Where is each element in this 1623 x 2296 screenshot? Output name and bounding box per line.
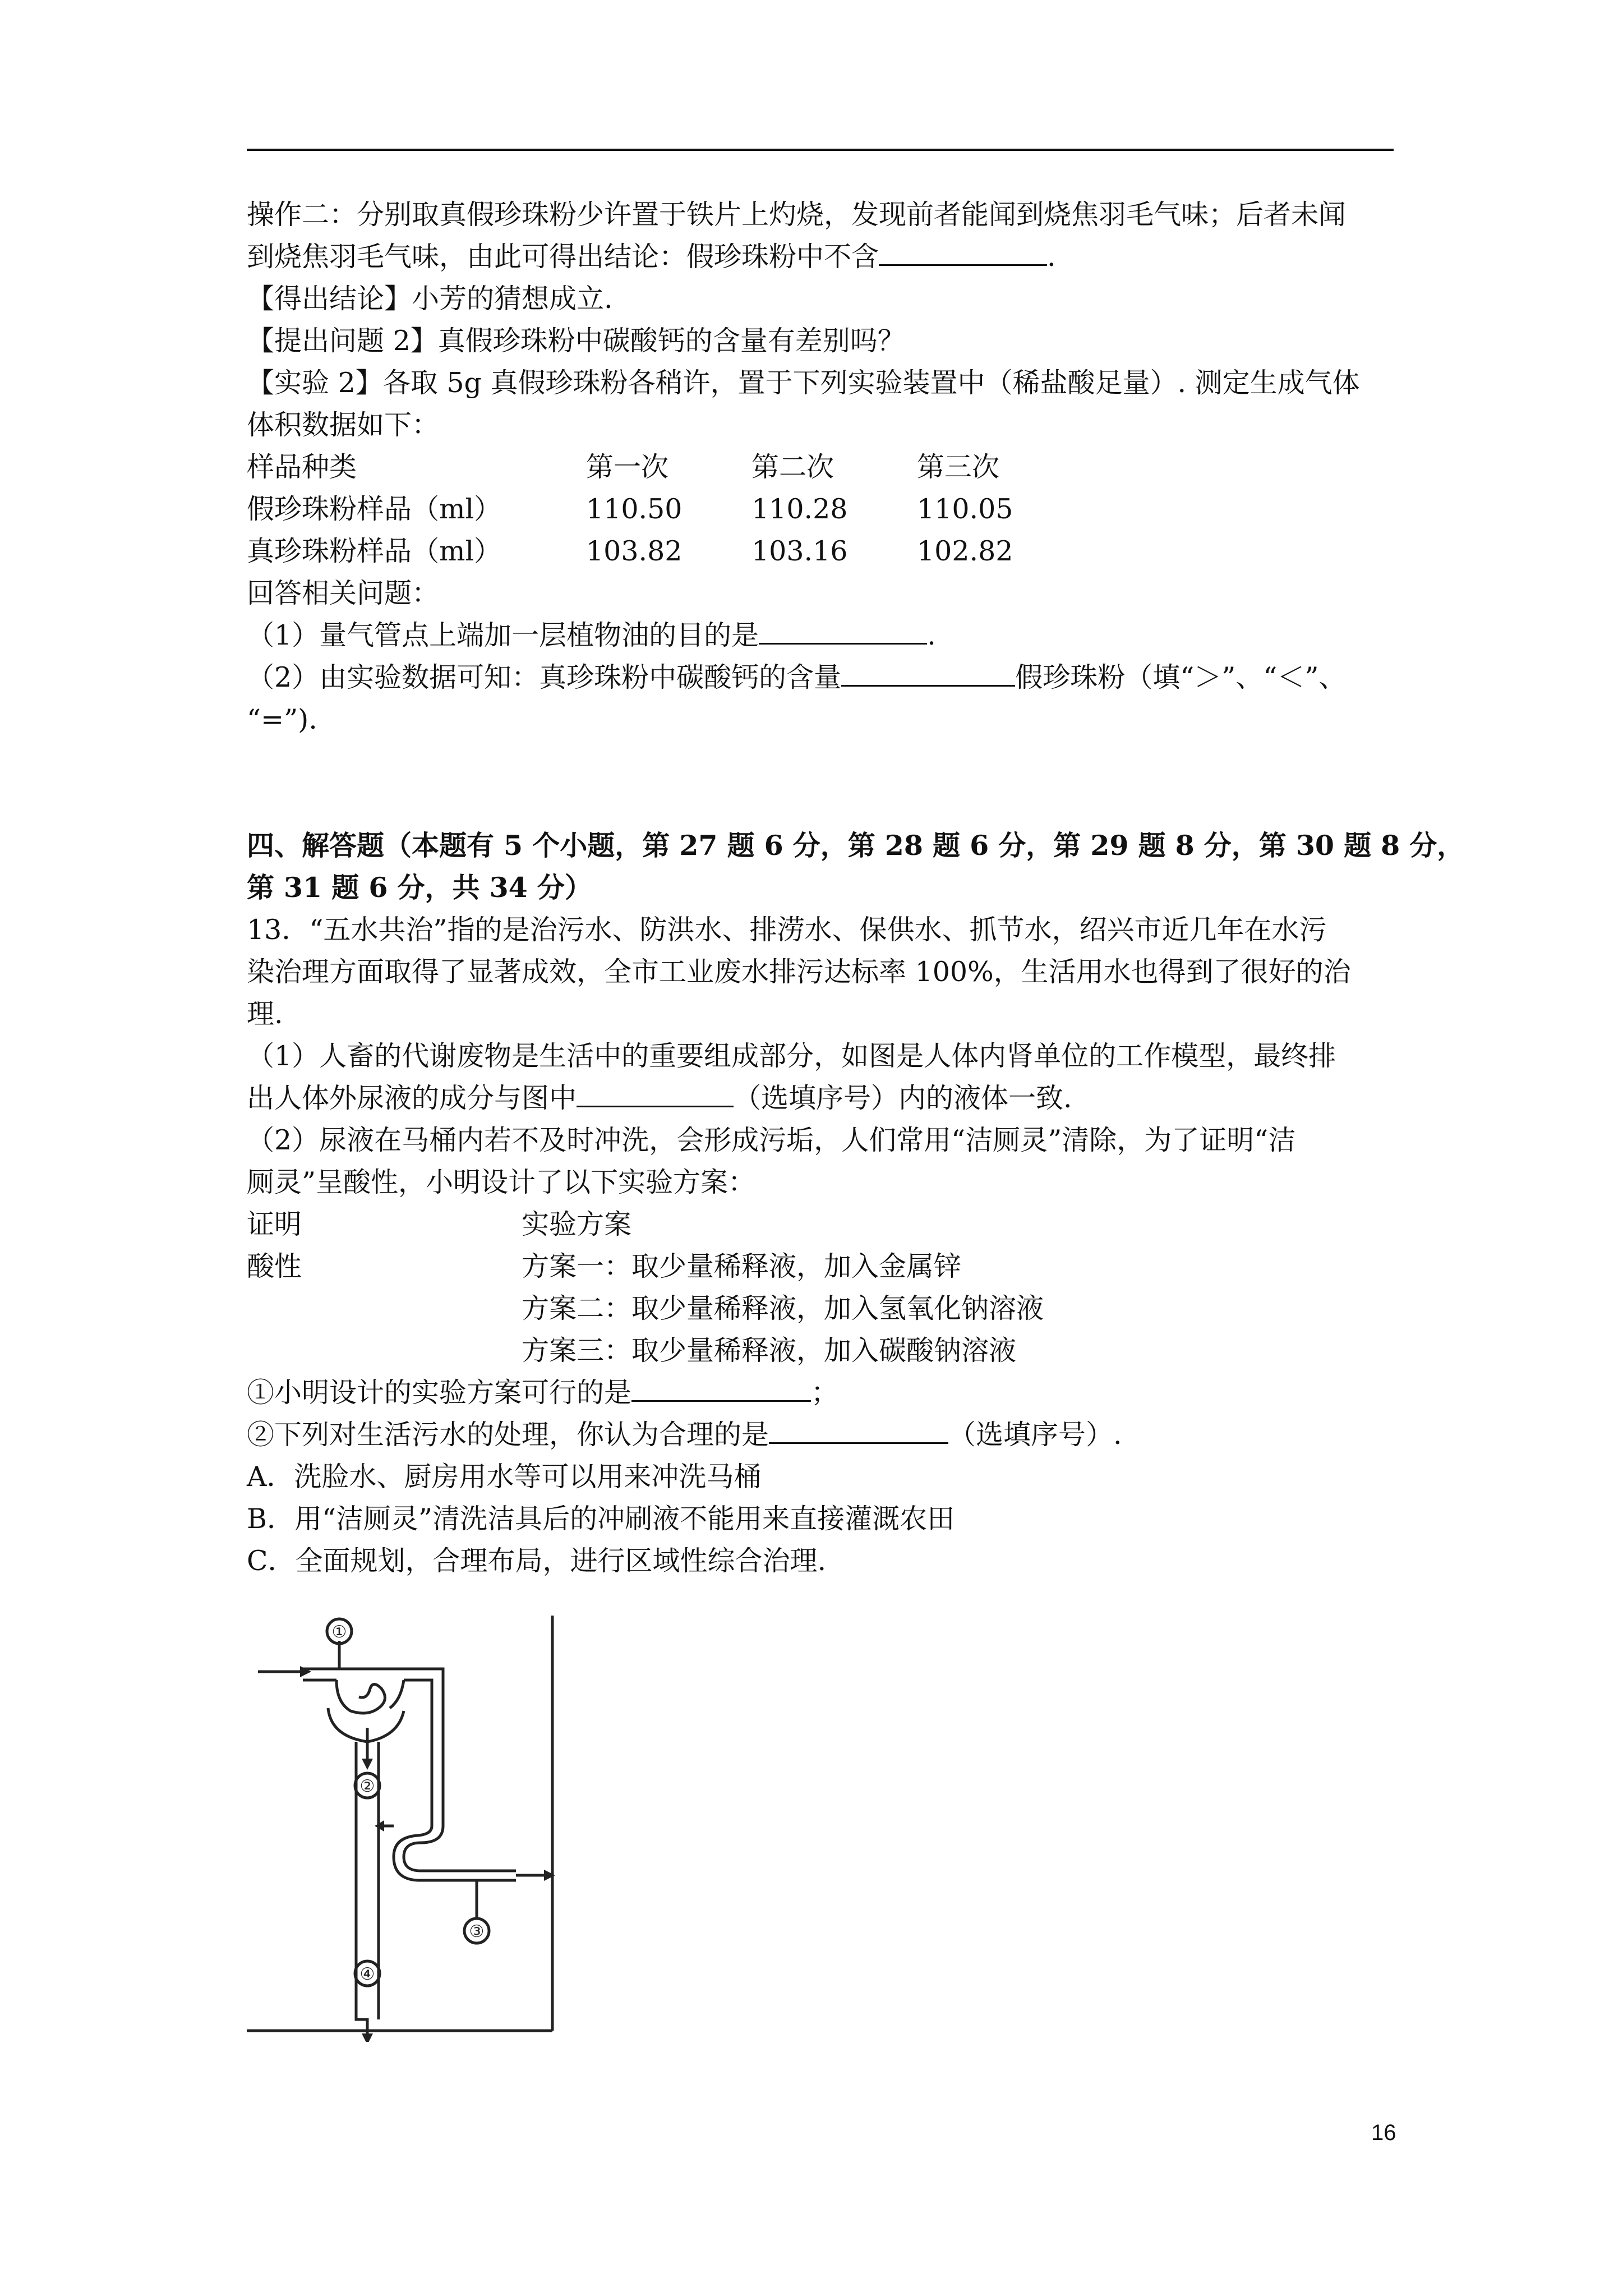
plan-cell: 实验方案 bbox=[522, 1208, 632, 1240]
table-row bbox=[247, 530, 1402, 572]
question-text: （选填序号）. bbox=[948, 1419, 1122, 1451]
question-text: （选填序号）内的液体一致. bbox=[734, 1082, 1072, 1114]
section-4-heading-2: 第 31 题 6 分，共 34 分） bbox=[247, 871, 592, 904]
question-text: ； bbox=[811, 1377, 839, 1409]
section-4-heading-1: 四、解答题（本题有 5 个小题，第 27 题 6 分，第 28 题 6 分，第 29 题 8 分，第 30 题 8 分， bbox=[247, 829, 1465, 862]
capillary-outer bbox=[404, 1826, 516, 1871]
arrow-down-head bbox=[362, 1759, 373, 1770]
question-1 bbox=[247, 614, 1402, 656]
option-a: A．洗脸水、厨房用水等可以用来冲洗马桶 bbox=[247, 1461, 762, 1493]
question-2-line: 【提出问题 2】真假珍珠粉中碳酸钙的含量有差别吗？ bbox=[247, 325, 905, 357]
table-cell: 102.82 bbox=[917, 535, 1013, 567]
problem-13-line-1: 13．“五水共治”指的是治污水、防洪水、排涝水、保供水、抓节水，绍兴市近几年在水污 bbox=[247, 914, 1327, 946]
sub-1-line-1: （1）人畜的代谢废物是生活中的重要组成部分，如图是人体内肾单位的工作模型，最终排 bbox=[247, 1040, 1336, 1072]
question-text: ①小明设计的实验方案可行的是 bbox=[247, 1377, 632, 1409]
answer-intro: 回答相关问题： bbox=[247, 577, 440, 609]
table-row bbox=[247, 488, 1402, 530]
plan-cell: 酸性 bbox=[247, 1250, 302, 1282]
answer-blank[interactable] bbox=[769, 1414, 948, 1444]
problem-13-line-3: 理. bbox=[247, 998, 283, 1030]
nephron-diagram bbox=[247, 1616, 561, 2042]
plan-cell: 证明 bbox=[247, 1208, 302, 1240]
answer-blank[interactable] bbox=[577, 1078, 734, 1107]
experiment-2-line-1: 【实验 2】各取 5g 真假珍珠粉各稍许，置于下列实验装置中（稀盐酸足量）. 测定生成气体 bbox=[247, 367, 1360, 399]
table-cell: 假珍珠粉样品（ml） bbox=[247, 493, 502, 525]
question-text: （2）由实验数据可知：真珍珠粉中碳酸钙的含量 bbox=[247, 661, 842, 693]
question-text: 假珍珠粉（填“＞”、“＜”、 bbox=[1015, 661, 1347, 693]
experiment-2-line-2: 体积数据如下： bbox=[247, 409, 440, 441]
efferent bbox=[390, 1680, 404, 1708]
table-cell: 110.05 bbox=[917, 493, 1013, 525]
question-2 bbox=[247, 656, 1402, 698]
answer-blank[interactable] bbox=[631, 1372, 811, 1402]
glomerulus bbox=[336, 1680, 385, 1713]
option-c: C．全面规划，合理布局，进行区域性综合治理. bbox=[247, 1545, 827, 1577]
problem-13-line-2: 染治理方面取得了显著成效，全市工业废水排污达标率 100%，生活用水也得到了很好的治 bbox=[247, 956, 1351, 988]
table-header-cell: 样品种类 bbox=[247, 451, 357, 483]
vessel-inner-right bbox=[404, 1680, 432, 1826]
label-3: ③ bbox=[469, 1922, 485, 1941]
sub-2-line-1: （2）尿液在马桶内若不及时冲洗，会形成污垢，人们常用“洁厕灵”清除，为了证明“洁 bbox=[247, 1124, 1296, 1156]
sub-1-line-2 bbox=[247, 1077, 1402, 1119]
table-cell: 真珍珠粉样品（ml） bbox=[247, 535, 502, 567]
plan-row bbox=[247, 1245, 1402, 1287]
header-rule bbox=[247, 149, 1394, 151]
conclusion-line: 【得出结论】小芳的猜想成立. bbox=[247, 283, 613, 315]
plan-row bbox=[247, 1203, 1402, 1245]
plan-row bbox=[247, 1287, 1402, 1329]
table-cell: 110.28 bbox=[751, 493, 848, 525]
period: . bbox=[1047, 241, 1056, 273]
label-1: ① bbox=[331, 1622, 347, 1642]
question-text: （1）量气管点上端加一层植物油的目的是 bbox=[247, 619, 759, 651]
plan-cell: 方案二：取少量稀释液，加入氢氧化钠溶液 bbox=[522, 1292, 1044, 1324]
arrow-bottom-head bbox=[362, 2033, 373, 2042]
plan-cell: 方案一：取少量稀释液，加入金属锌 bbox=[522, 1250, 962, 1282]
table-cell: 103.16 bbox=[751, 535, 848, 567]
op2-line-2 bbox=[247, 236, 1402, 278]
table-header-row bbox=[247, 446, 1402, 488]
plan-table bbox=[247, 1203, 1402, 1372]
table-cell: 103.82 bbox=[586, 535, 683, 567]
table-header-cell: 第一次 bbox=[586, 451, 669, 483]
answer-blank[interactable] bbox=[879, 236, 1047, 266]
label-4: ④ bbox=[359, 1964, 375, 1984]
plan-cell: 方案三：取少量稀释液，加入碳酸钠溶液 bbox=[522, 1335, 1017, 1366]
vessel-outer bbox=[303, 1669, 443, 1826]
op2-text: 到烧焦羽毛气味，由此可得出结论：假珍珠粉中不含 bbox=[247, 241, 879, 273]
plan-row bbox=[247, 1329, 1402, 1372]
answer-blank[interactable] bbox=[841, 657, 1015, 687]
spacer bbox=[247, 740, 1402, 825]
page-number: 16 bbox=[1371, 2120, 1396, 2145]
table-header-cell: 第二次 bbox=[751, 451, 834, 483]
choice-2 bbox=[247, 1414, 1402, 1456]
choice-1 bbox=[247, 1372, 1402, 1414]
table-cell: 110.50 bbox=[586, 493, 683, 525]
question-text: ②下列对生活污水的处理，你认为合理的是 bbox=[247, 1419, 769, 1451]
label-2: ② bbox=[359, 1777, 375, 1796]
data-table bbox=[247, 446, 1402, 572]
table-header-cell: 第三次 bbox=[917, 451, 1000, 483]
option-b: B．用“洁厕灵”清洗洁具后的冲刷液不能用来直接灌溉农田 bbox=[247, 1503, 955, 1535]
answer-blank[interactable] bbox=[759, 615, 927, 645]
question-text: 出人体外尿液的成分与图中 bbox=[247, 1082, 577, 1114]
period: . bbox=[927, 619, 936, 651]
page-body bbox=[247, 194, 1465, 1582]
question-2-cont: “=”). bbox=[247, 703, 317, 735]
op2-line-1: 操作二：分别取真假珍珠粉少许置于铁片上灼烧，发现前者能闻到烧焦羽毛气味；后者未闻 bbox=[247, 199, 1347, 231]
sub-2-line-2: 厕灵”呈酸性，小明设计了以下实验方案： bbox=[247, 1166, 756, 1198]
